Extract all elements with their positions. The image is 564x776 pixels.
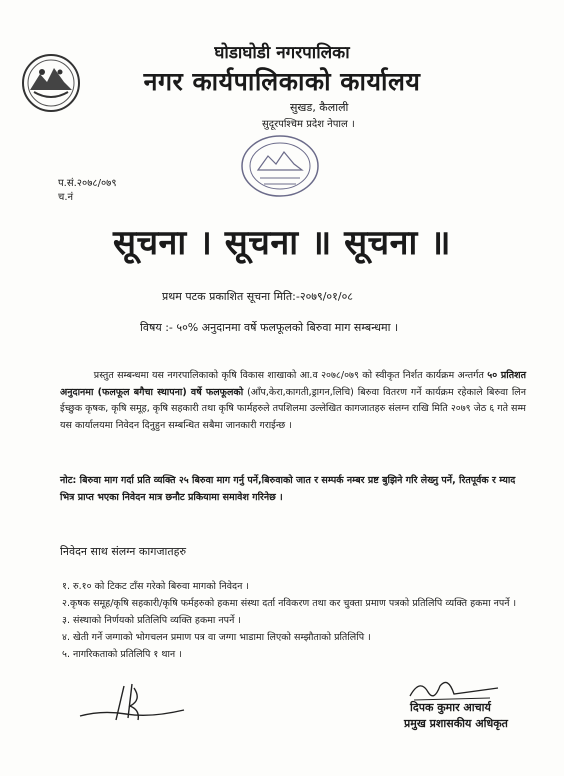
municipality-name: घोडाघोडी नगरपालिका bbox=[214, 43, 350, 63]
list-item: ५. नागरिकताको प्रतिलिपि १ थान । bbox=[62, 649, 182, 660]
dispatch-number: च.नं bbox=[58, 192, 74, 203]
list-item: ४. खेती गर्ने जग्गाको भोगचलन प्रमाण पत्र वा जग्गा भाडामा लिएको सम्झौताको प्रतिलिपि । bbox=[62, 632, 371, 643]
signer-name: दिपक कुमार आचार्य bbox=[410, 701, 491, 714]
notice-note: नोट: बिरुवा माग गर्दा प्रति व्यक्ति २५ बिरुवा माग गर्नु पर्ने,बिरुवाको जात र सम्पर्क नम्बर प्रष्ट बुझिने गरि लेख्नु पर्ने, रितपूर्वक र म्याद भित्र प्राप्त भएका निवेदन मात्र छनौट प्रकियामा समावेश गरिनेछ । bbox=[60, 475, 516, 503]
list-item: ३. संस्थाको निर्णयको प्रतिलिपि व्यक्ति हकमा नपर्ने । bbox=[62, 615, 241, 626]
office-stamp-icon bbox=[238, 130, 322, 202]
subject-line: विषय :- ५०% अनुदानमा वर्षे फलफूलको बिरुवा माग सम्बन्धमा । bbox=[140, 321, 399, 334]
notice-title: सूचना । सूचना ॥ सूचना ॥ bbox=[112, 223, 452, 263]
office-name: नगर कार्यपालिकाको कार्यालय bbox=[143, 67, 421, 96]
office-province: सुदूरपश्चिम प्रदेश नेपाल । bbox=[262, 119, 355, 130]
signer-post: प्रमुख प्रशासकीय अधिकृत bbox=[404, 717, 508, 730]
body-highlight: ५० प्रतिशत अनुदानमा (फलफूल बगैचा स्थापना) वर्षे फलफूलको bbox=[60, 370, 526, 398]
signature-left-icon bbox=[72, 680, 192, 726]
body-text-part1: प्रस्तुत सम्बन्धमा यस नगरपालिकाको कृषि विकास शाखाको आ.व २०७८/०७९ को स्वीकृत निर्शत कार्यक्रम अन्तर्गत bbox=[93, 370, 488, 381]
list-item: २.कृषक समूह/कृषि सहकारी/कृषि फर्महरुको हकमा संस्था दर्ता नविकरण तथा कर चुक्ता प्रमाण पत्रको प्रतिलिपि व्यक्ति हकमा नपर्ने । bbox=[62, 598, 517, 609]
attachments-title: निवेदन साथ संलग्न कागजातहरु bbox=[60, 545, 187, 558]
body-text-part2: (आँप,केरा,कागती,ड्रागन,लिचि) बिरुवा वितरण गर्ने कार्यक्रम रहेकाले बिरुवा लिन ईच्छुक कृषक, कृषि समूह, कृषि सहकारी तथा कृषि फार्महरुले तपशिलमा उल्लेखित कागजातहरु संलग्न राखि मिति २०७९ जेठ ६ गते सम्म यस कार्यालयमा निवेदन दिनुहुन सम्बन्धित सबैमा जानकारी गराईन्छ । bbox=[60, 386, 526, 431]
office-address: सुखड, कैलाली bbox=[290, 101, 349, 114]
attachments-list bbox=[62, 578, 532, 663]
first-publication-line: प्रथम पटक प्रकाशित सूचना मिति:-२०७९/०१/०८ bbox=[162, 290, 354, 303]
letter-number: प.सं.२०७८/०७९ bbox=[58, 178, 117, 189]
list-item: १. रु.१० को टिकट टाँस गरेको बिरुवा मागको निवेदन । bbox=[62, 581, 249, 592]
notice-body bbox=[60, 368, 526, 434]
